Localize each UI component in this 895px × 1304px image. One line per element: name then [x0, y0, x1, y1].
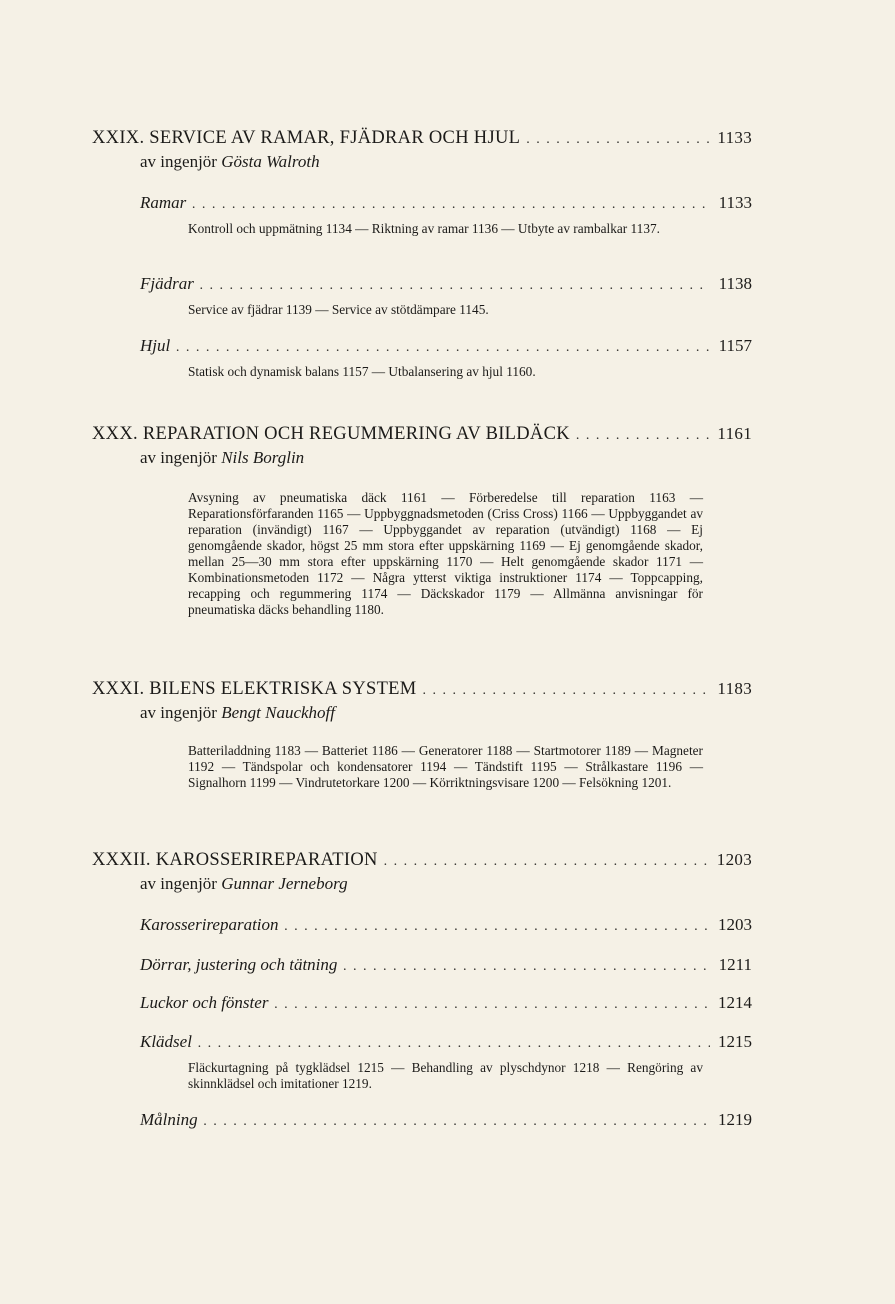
section-heading [140, 993, 752, 1013]
section-title: Hjul [140, 336, 171, 355]
dot-leader [200, 278, 710, 294]
section-description: Service av fjädrar 1139 — Service av stötdämpare 1145. [188, 302, 489, 317]
section-kladsel [92, 1032, 752, 1092]
chapter-xxxi [92, 679, 752, 791]
dot-leader [192, 197, 710, 213]
chapter-author [140, 152, 752, 172]
chapter-description: Batteriladdning 1183 — Batteriet 1186 — Generatorer 1188 — Startmotorer 1189 — Magneter 1192 — Tändspolar och kondensatorer 1194 — Tändstift 1195 — Strålkastare 1196 — Signalhorn 1199 — Vindrutetorkare 1200 — Körriktningsvisare 1200 — Felsökning 1201. [188, 743, 703, 790]
chapter-author [140, 448, 752, 468]
author-prefix: av ingenjör [140, 703, 217, 722]
dot-leader [204, 1114, 710, 1130]
section-ramar [92, 193, 752, 237]
section-title: Fjädrar [140, 274, 194, 293]
section-heading [140, 1110, 752, 1130]
section-fjadrar [92, 274, 752, 318]
section-heading [140, 1032, 752, 1052]
author-prefix: av ingenjör [140, 152, 217, 171]
chapter-title: XXIX. SERVICE AV RAMAR, FJÄDRAR OCH HJUL [92, 128, 521, 148]
chapter-xxxii [92, 850, 752, 894]
section-heading [140, 915, 752, 935]
author-name: Gösta Walroth [221, 152, 320, 171]
chapter-page-number: 1161 [717, 424, 752, 443]
author-prefix: av ingenjör [140, 448, 217, 467]
section-page-number: 1211 [718, 955, 752, 974]
chapter-heading [92, 679, 752, 700]
dot-leader [576, 428, 710, 444]
section-page-number: 1138 [718, 274, 752, 293]
chapter-heading [92, 128, 752, 149]
section-dorrar [92, 955, 752, 975]
chapter-author [140, 703, 752, 723]
section-title: Klädsel [140, 1032, 192, 1051]
section-title: Dörrar, justering och tätning [140, 955, 338, 974]
chapter-title: XXX. REPARATION OCH REGUMMERING AV BILDÄCK [92, 424, 570, 444]
section-title: Ramar [140, 193, 187, 212]
section-description: Statisk och dynamisk balans 1157 — Utbalansering av hjul 1160. [188, 364, 536, 379]
section-page-number: 1203 [718, 915, 752, 934]
section-heading [140, 274, 752, 294]
section-description: Kontroll och uppmätning 1134 — Riktning av ramar 1136 — Utbyte av rambalkar 1137. [188, 221, 660, 236]
section-heading [140, 955, 752, 975]
section-karosserireparation [92, 915, 752, 935]
dot-leader [526, 132, 710, 148]
chapter-title: XXXII. KAROSSERIREPARATION [92, 850, 378, 870]
chapter-xxix [92, 128, 752, 172]
chapter-xxx [92, 424, 752, 618]
author-prefix: av ingenjör [140, 874, 217, 893]
chapter-page-number: 1203 [716, 850, 752, 869]
dot-leader [176, 340, 710, 356]
dot-leader [343, 959, 710, 975]
chapter-page-number: 1183 [717, 679, 752, 698]
author-name: Nils Borglin [221, 448, 305, 467]
section-title: Målning [140, 1110, 198, 1129]
dot-leader [285, 919, 710, 935]
author-name: Bengt Nauckhoff [221, 703, 335, 722]
section-heading [140, 336, 752, 356]
dot-leader [274, 997, 710, 1013]
section-description: Fläckurtagning på tygklädsel 1215 — Behandling av plyschdynor 1218 — Rengöring av skinnklädsel och imitationer 1219. [188, 1060, 703, 1091]
section-page-number: 1157 [718, 336, 752, 355]
section-luckor [92, 993, 752, 1013]
dot-leader [423, 683, 710, 699]
section-page-number: 1219 [718, 1110, 752, 1129]
section-title: Luckor och fönster [140, 993, 269, 1012]
chapter-heading [92, 850, 752, 871]
author-name: Gunnar Jerneborg [221, 874, 348, 893]
chapter-title: XXXI. BILENS ELEKTRISKA SYSTEM [92, 679, 417, 699]
dot-leader [384, 854, 710, 870]
section-page-number: 1214 [718, 993, 752, 1012]
chapter-heading [92, 424, 752, 445]
chapter-description: Avsyning av pneumatiska däck 1161 — Förberedelse till reparation 1163 — Reparationsförfaranden 1165 — Uppbyggnadsmetoden (Criss Cross) 1166 — Uppbyggandet av reparation (invändigt) 1167 — Uppbyggandet av reparation (utvändigt) 1168 — Ej genomgående skador, högst 25 mm stora efter uppskärning 1169 — Ej genomgående skador, mellan 25—30 mm stora efter uppskärning 1170 — Helt genomgående skador 1171 — Kombinationsmetoden 1172 — Några ytterst viktiga instruktioner 1174 — Toppcapping, recapping och regummering 1174 — Däckskador 1179 — Allmänna anvisningar för pneumatiska däcks behandling 1180. [188, 490, 703, 617]
section-hjul [92, 336, 752, 380]
section-heading [140, 193, 752, 213]
section-page-number: 1133 [718, 193, 752, 212]
section-title: Karosserireparation [140, 915, 279, 934]
chapter-author [140, 874, 752, 894]
section-page-number: 1215 [718, 1032, 752, 1051]
section-malning [92, 1110, 752, 1130]
chapter-page-number: 1133 [717, 128, 752, 147]
dot-leader [198, 1036, 710, 1052]
